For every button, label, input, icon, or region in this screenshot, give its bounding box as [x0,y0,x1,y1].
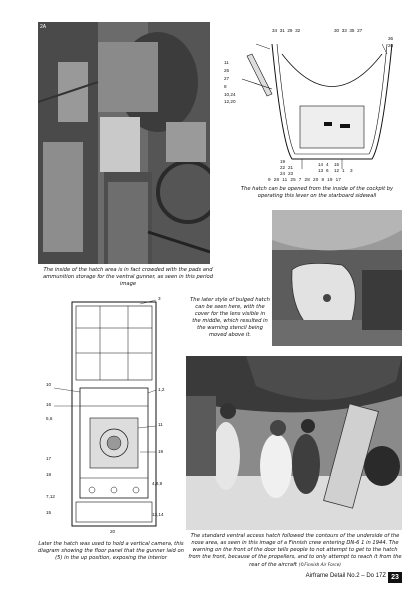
lever-label-right-2: 26 [388,43,394,48]
lever-label-bl-2: 22 [280,165,286,170]
floor-label-19: 19 [158,449,164,454]
caption-floor-panel: Later the hatch was used to hold a vertical camera, this diagram showing the floor panel that the gunner laid on (5) in the up position, exposing the interior [38,541,184,561]
lever-label-left-5: 10,24 [224,92,236,97]
floor-label-10: 10 [46,382,52,387]
bulged-hatch-image [272,210,402,346]
caption-lever: The hatch can be opened from the inside of the cockpit by operating this lever on the starboard sidewall [240,186,394,199]
lever-label-extra-1: 14 [318,162,324,167]
cockpit-interior-photo [38,22,210,264]
lever-label-extra-5: 6 [326,168,329,173]
lever-label-left-3: 27 [224,76,230,81]
lever-label-bl-5: 23 [288,171,294,176]
floor-label-3: 3 [158,296,161,301]
floor-label-17: 17 [46,456,52,461]
caption-finnish-crew-credit: (©Finnish Air Force) [298,562,341,567]
caption-finnish-crew [188,533,402,569]
lever-label-bl-3: 24 [280,171,286,176]
lever-label-bl-4: 21 [288,165,294,170]
lever-label-left-2: 26 [224,68,230,73]
floor-label-18: 18 [46,472,52,477]
floor-label-1-2: 1,2 [158,387,165,392]
finnish-crew-photo [186,356,402,530]
footer [250,572,402,584]
lever-label-top-right: 30 33 35 27 [334,28,363,33]
lever-label-extra-2: 4 [326,162,329,167]
lever-label-bottom-row: 9 28 11 25 7 28 20 8 19 17 [268,177,342,182]
floor-label-20: 20 [110,529,116,534]
lever-label-extra-8: 3 [350,168,353,173]
page-number: 23 [388,572,402,583]
floor-label-7-12: 7,12 [46,494,55,499]
lever-label-extra-6: 12 [334,168,340,173]
bulged-hatch-photo [272,210,402,346]
floor-panel-diagram [40,296,180,534]
caption-bulged-hatch: The later style of bulged hatch can be seen here, with the cover for the lens visible in the middle, which resulted in the warning stencil being moved above it. [190,297,270,338]
footer-title: Airframe Detail No.2 – Do 17Z [305,573,386,579]
lever-label-extra-3: 15 [334,162,340,167]
lever-label-extra-4: 13 [318,168,324,173]
lever-drawing [222,24,402,184]
lever-label-right-1: 36 [388,36,394,41]
caption-finnish-crew-text: The standard ventral access hatch followed the contours of the underside of the nose area, as seen in this image of a Finnish crew entering DN-6 1 in 1944. The warning on the front of the door tells people to not attempt to get to the hatch from the front, because of the propellers, and to only attempt to reach it from the rear of the aircraft [188,533,402,568]
lever-label-left-1: 11 [224,60,229,65]
floor-label-15: 15 [46,510,52,515]
floor-label-13-14: 13,14 [152,512,164,517]
lever-drawing-lines [222,24,402,184]
floor-label-11: 11 [158,422,163,427]
lever-label-extra-7: 1 [342,168,345,173]
lever-label-left-4: 8 [224,84,227,89]
floor-label-5-6: 5,6 [46,416,53,421]
floor-panel-lines [40,298,180,530]
lever-label-top: 34 31 29 32 [272,28,301,33]
lever-label-left-6: 12,20 [224,99,236,104]
floor-label-4-8-9: 4,8,9 [152,481,163,486]
lever-label-bl-1: 19 [280,159,286,164]
floor-label-16: 16 [46,402,52,407]
caption-cockpit-interior: The inside of the hatch area is in fact crowded with the pads and ammunition storage for the ventral gunner, as seen in this period image [42,267,214,287]
cockpit-interior-image [38,22,210,264]
finnish-crew-image [186,356,402,530]
photo-corner-number: 2A [40,24,47,30]
